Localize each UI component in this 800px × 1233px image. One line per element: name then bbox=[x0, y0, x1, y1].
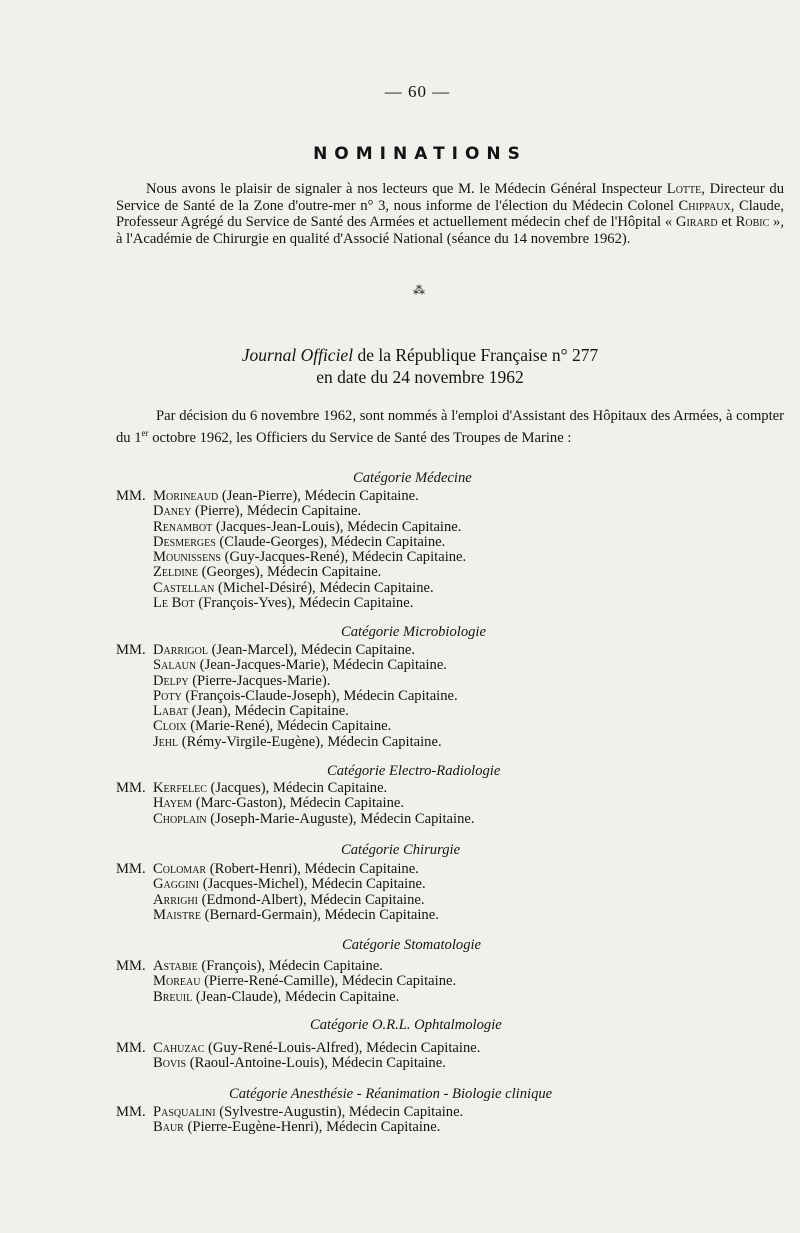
officer-details: (Joseph-Marie-Auguste), Médecin Capitaine. bbox=[206, 810, 475, 827]
officer-surname: Baur bbox=[153, 1119, 184, 1136]
officer-surname: Renambot bbox=[153, 518, 213, 535]
officer-details: (Marie-René), Médecin Capitaine. bbox=[186, 718, 392, 735]
decision-text-a: Par décision du 6 novembre 1962, sont nommés à l'emploi d'Assistant des Hôpitaux des Armées, à compter du 1 bbox=[116, 408, 784, 446]
intro-text-4: et bbox=[717, 214, 736, 231]
officer-surname: Bovis bbox=[153, 1055, 187, 1072]
mm-prefix: MM. bbox=[116, 642, 146, 658]
officer-details: (Edmond-Albert), Médecin Capitaine. bbox=[197, 891, 425, 908]
page-heading: NOMINATIONS bbox=[313, 144, 527, 164]
list-item bbox=[116, 550, 466, 565]
officer-surname: Labat bbox=[153, 703, 189, 720]
officer-surname: Kerfelec bbox=[153, 780, 207, 796]
officer-surname: Castellan bbox=[153, 579, 215, 596]
officer-details: (Jacques-Michel), Médecin Capitaine. bbox=[199, 876, 426, 893]
category-list bbox=[116, 643, 458, 750]
mm-prefix: MM. bbox=[116, 958, 146, 974]
officer-details: (Robert-Henri), Médecin Capitaine. bbox=[206, 861, 419, 877]
list-item bbox=[116, 908, 439, 923]
officer-surname: Salaun bbox=[153, 657, 197, 674]
list-item bbox=[116, 674, 458, 689]
officer-details: (Jean-Jacques-Marie), Médecin Capitaine. bbox=[196, 657, 447, 674]
officer-details: (Rémy-Virgile-Eugène), Médecin Capitaine. bbox=[178, 733, 442, 750]
officer-surname: Gaggini bbox=[153, 876, 200, 893]
list-item bbox=[116, 1105, 463, 1120]
officer-surname: Cloix bbox=[153, 718, 187, 735]
list-item bbox=[116, 643, 458, 658]
officer-details: (Pierre), Médecin Capitaine. bbox=[191, 503, 362, 520]
category-list bbox=[116, 1105, 463, 1136]
list-item bbox=[116, 974, 456, 989]
intro-text-2: , Directeur du Service de Santé de la Zone d'outre-mer n° 3, nous informe de l'élection du Médecin Colonel bbox=[116, 181, 784, 214]
decision-superscript: er bbox=[141, 427, 149, 438]
officer-details: (François-Yves), Médecin Capitaine. bbox=[194, 595, 414, 612]
intro-name-chippaux: Chippaux bbox=[678, 197, 731, 214]
officer-surname: Mounissens bbox=[153, 549, 221, 566]
category-title: Catégorie Chirurgie bbox=[341, 842, 461, 858]
list-item bbox=[116, 862, 439, 877]
list-item bbox=[116, 535, 466, 550]
list-item bbox=[116, 812, 475, 827]
list-item bbox=[116, 990, 456, 1005]
list-item bbox=[116, 596, 466, 611]
list-item bbox=[116, 719, 458, 734]
officer-details: (Jean-Claude), Médecin Capitaine. bbox=[192, 988, 400, 1005]
list-item bbox=[116, 658, 458, 673]
category-title: Catégorie O.R.L. Ophtalmologie bbox=[310, 1017, 502, 1033]
list-item bbox=[116, 1120, 463, 1135]
mm-prefix: MM. bbox=[116, 488, 146, 504]
officer-details: (Georges), Médecin Capitaine. bbox=[198, 564, 382, 581]
list-item bbox=[116, 893, 439, 908]
officer-surname: Darrigol bbox=[153, 642, 208, 658]
officer-details: (Pierre-René-Camille), Médecin Capitaine. bbox=[200, 973, 457, 990]
officer-surname: Desmerges bbox=[153, 533, 216, 550]
officer-details: (Jean), Médecin Capitaine. bbox=[188, 703, 349, 720]
officer-surname: Hayem bbox=[153, 795, 193, 812]
officer-details: (Raoul-Antoine-Louis), Médecin Capitaine. bbox=[186, 1055, 446, 1072]
list-item bbox=[116, 781, 475, 796]
intro-name-robic: Robic bbox=[735, 214, 770, 231]
journal-title-rest: de la République Française n° 277 bbox=[353, 345, 599, 365]
officer-surname: Zeldine bbox=[153, 564, 199, 581]
officer-surname: Le Bot bbox=[153, 595, 195, 612]
officer-details: (Jean-Marcel), Médecin Capitaine. bbox=[207, 642, 416, 658]
mm-prefix: MM. bbox=[116, 1040, 146, 1056]
list-item bbox=[116, 581, 466, 596]
officer-surname: Pasqualini bbox=[153, 1104, 216, 1120]
page-number: — 60 — bbox=[384, 82, 451, 101]
intro-name-girard: Girard bbox=[675, 214, 718, 231]
journal-title-italic: Journal Officiel bbox=[241, 345, 354, 365]
list-item bbox=[116, 1041, 480, 1056]
list-item bbox=[116, 796, 475, 811]
officer-details: (Michel-Désiré), Médecin Capitaine. bbox=[214, 579, 434, 596]
intro-text-5: », à l'Académie de Chirurgie en qualité d'Associé National (séance du 14 novembre 1962). bbox=[116, 214, 784, 247]
category-list bbox=[116, 862, 439, 923]
officer-surname: Colomar bbox=[153, 861, 207, 877]
officer-details: (Pierre-Eugène-Henri), Médecin Capitaine. bbox=[183, 1119, 441, 1136]
officer-details: (Marc-Gaston), Médecin Capitaine. bbox=[192, 795, 405, 812]
category-title: Catégorie Médecine bbox=[353, 470, 472, 486]
category-list bbox=[116, 1041, 480, 1072]
officer-surname: Delpy bbox=[153, 672, 189, 689]
list-item bbox=[116, 565, 466, 580]
list-item bbox=[116, 520, 466, 535]
officer-details: (Jacques), Médecin Capitaine. bbox=[206, 780, 388, 796]
officer-surname: Jehl bbox=[153, 733, 179, 750]
officer-details: (François-Claude-Joseph), Médecin Capitaine. bbox=[181, 687, 458, 704]
category-title: Catégorie Electro-Radiologie bbox=[327, 763, 501, 779]
category-title: Catégorie Stomatologie bbox=[342, 937, 482, 953]
officer-details: (Jean-Pierre), Médecin Capitaine. bbox=[218, 488, 419, 504]
asterism-separator: ⁂ bbox=[413, 283, 425, 297]
list-item bbox=[116, 504, 466, 519]
list-item bbox=[116, 877, 439, 892]
mm-prefix: MM. bbox=[116, 861, 146, 877]
intro-name-lotte: Lotte bbox=[666, 181, 702, 197]
officer-surname: Daney bbox=[153, 503, 192, 520]
category-list bbox=[116, 781, 475, 827]
list-item bbox=[116, 735, 458, 750]
officer-surname: Breuil bbox=[153, 988, 193, 1005]
category-list bbox=[116, 489, 466, 611]
list-item bbox=[116, 689, 458, 704]
officer-details: (Jacques-Jean-Louis), Médecin Capitaine. bbox=[212, 518, 462, 535]
officer-surname: Maistre bbox=[153, 906, 201, 923]
category-title: Catégorie Anesthésie - Réanimation - Biologie clinique bbox=[229, 1086, 553, 1102]
officer-surname: Morineaud bbox=[153, 488, 219, 504]
journal-date: en date du 24 novembre 1962 bbox=[316, 367, 524, 387]
officer-details: (Pierre-Jacques-Marie). bbox=[188, 672, 331, 689]
officer-details: (Claude-Georges), Médecin Capitaine. bbox=[215, 533, 446, 550]
intro-text-3: , Claude, Professeur Agrégé du Service de Santé des Armées et actuellement médecin chef de l'Hôpital « bbox=[116, 197, 784, 231]
officer-details: (Sylvestre-Augustin), Médecin Capitaine. bbox=[215, 1104, 464, 1120]
list-item bbox=[116, 704, 458, 719]
list-item bbox=[116, 1056, 480, 1071]
officer-surname: Choplain bbox=[153, 810, 207, 827]
officer-details: (Guy-Jacques-René), Médecin Capitaine. bbox=[221, 549, 467, 566]
mm-prefix: MM. bbox=[116, 1104, 146, 1120]
officer-surname: Poty bbox=[153, 687, 182, 704]
category-title: Catégorie Microbiologie bbox=[341, 624, 486, 640]
intro-text-1: Nous avons le plaisir de signaler à nos lecteurs que M. le Médecin Général Inspecteur bbox=[146, 181, 663, 197]
officer-surname: Arrighi bbox=[153, 891, 198, 908]
list-item bbox=[116, 489, 466, 504]
officer-details: (Bernard-Germain), Médecin Capitaine. bbox=[200, 906, 439, 923]
list-item bbox=[116, 959, 456, 974]
officer-details: (Guy-René-Louis-Alfred), Médecin Capitaine. bbox=[204, 1040, 481, 1056]
officer-details: (François), Médecin Capitaine. bbox=[197, 958, 383, 974]
officer-surname: Moreau bbox=[153, 973, 201, 990]
decision-text-b: octobre 1962, les Officiers du Service de Santé des Troupes de Marine : bbox=[148, 429, 572, 446]
officer-surname: Cahuzac bbox=[153, 1040, 205, 1056]
mm-prefix: MM. bbox=[116, 780, 146, 796]
category-list bbox=[116, 959, 456, 1005]
officer-surname: Astabie bbox=[153, 958, 198, 974]
